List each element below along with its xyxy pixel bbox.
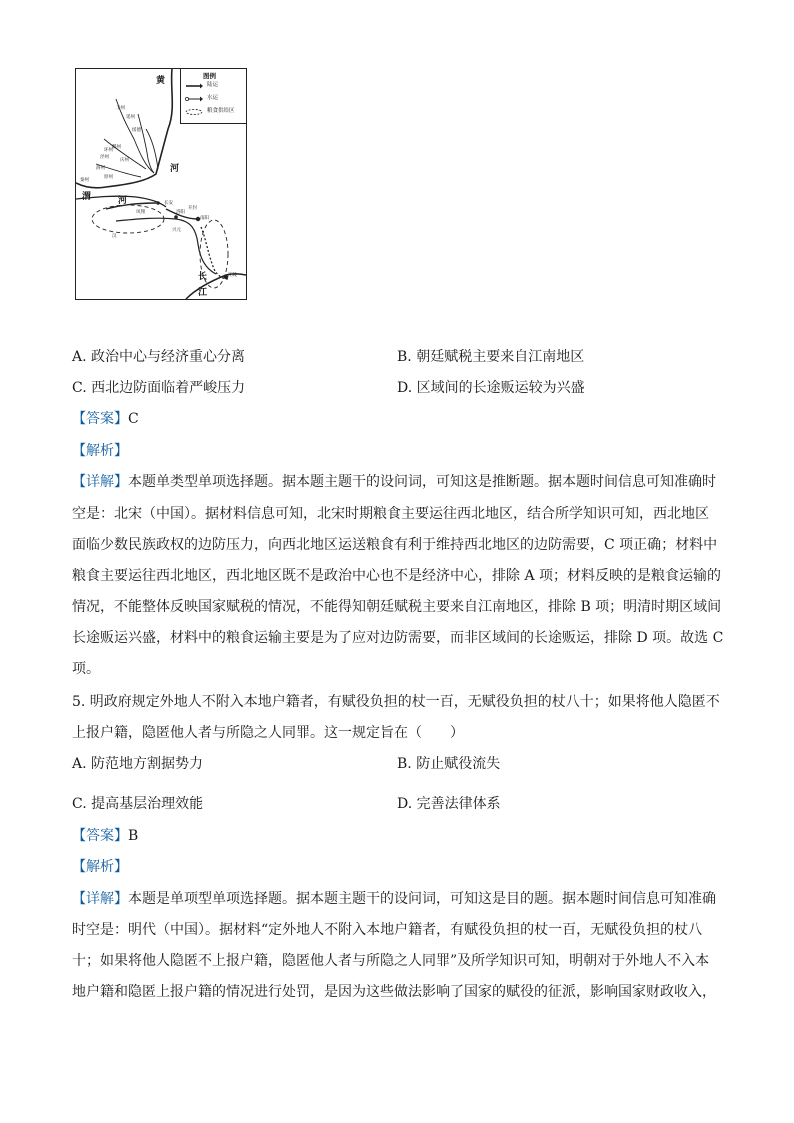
q4-option-c xyxy=(72,378,245,398)
option-letter: A. xyxy=(72,349,87,365)
place-label: 环州 xyxy=(104,148,113,153)
q5-option-a xyxy=(72,754,203,774)
place-label: 原州 xyxy=(104,175,113,180)
detail-tag: 【详解】 xyxy=(72,891,128,907)
answer-value: C xyxy=(128,411,139,427)
q5-analysis-label: 【解析】 xyxy=(72,859,128,875)
q5-answer xyxy=(72,826,138,846)
q4-option-a xyxy=(72,347,245,367)
option-text: 朝廷赋税主要来自江南地区 xyxy=(416,349,585,365)
option-text: 防止赋役流失 xyxy=(416,756,501,772)
place-label: 秦州 xyxy=(80,178,89,183)
place-label: 丰州 xyxy=(116,106,125,111)
q4-analysis-label: 【解析】 xyxy=(72,443,128,459)
q4-detail-line xyxy=(72,472,716,492)
river-label-he: 河 xyxy=(170,164,180,174)
q4-detail-line: 粮食主要运往西北地区，西北地区既不是政治中心也不是经济中心，排除 A 项；材料反映的是粮食运输的 xyxy=(72,568,722,584)
place-label: 渭州 xyxy=(96,166,105,171)
q4-detail-line: 空是：北宋（中国）。据材料信息可知，北宋时期粮食主要运往西北地区，结合所学知识可知，西北地区 xyxy=(72,506,709,522)
place-label: 凤翔 xyxy=(136,210,145,215)
land-transport-icon xyxy=(185,83,203,89)
q4-detail-line: 长途贩运兴盛，材料中的粮食运输主要是为了应对边防需要，而非区域间的长途贩运，排除 D 项。故选 C xyxy=(72,630,724,646)
option-text: 政治中心与经济重心分离 xyxy=(91,349,246,365)
option-letter: C. xyxy=(72,380,87,396)
option-text: 西北边防面临着严峻压力 xyxy=(91,380,246,396)
yangtze-river xyxy=(186,274,246,299)
place-label: 鄜州 xyxy=(112,145,121,150)
answer-tag: 【答案】 xyxy=(72,828,128,844)
q5-option-b xyxy=(397,754,500,774)
river-label-huang: 黄 xyxy=(156,76,166,86)
option-text: 提高基层治理效能 xyxy=(91,796,204,812)
legend-title: 图例 xyxy=(203,72,216,80)
river-label-wei-he: 河 xyxy=(118,196,128,206)
q4-detail-line: 面临少数民族政权的边防压力，向西北地区运送粮食有利于维持西北地区的边防需要，C 项正确；材料中 xyxy=(72,537,718,553)
q4-option-d xyxy=(397,378,585,398)
water-transport-icon xyxy=(185,96,203,102)
place-label: 长安 xyxy=(164,201,173,206)
option-letter: C. xyxy=(72,796,87,812)
q5-stem-line: 5. 明政府规定外地人不附入本地户籍者，有赋役负担的杖一百，无赋役负担的杖八十；如果将他人隐匿不 xyxy=(72,694,720,710)
q5-detail-line: 地户籍和隐匿上报户籍的情况进行处罚，是因为这些做法影响了国家的赋役的征派，影响国家财政收入， xyxy=(72,984,716,1000)
answer-tag: 【答案】 xyxy=(72,411,128,427)
q4-answer xyxy=(72,409,139,429)
option-text: 区域间的长途贩运较为兴盛 xyxy=(416,380,585,396)
detail-text: 本题单类型单项选择题。据本题主题干的设问词，可知这是推断题。据本题时间信息可知准确时 xyxy=(128,474,716,490)
place-label: 江陵 xyxy=(228,273,237,278)
place-label: 庆州 xyxy=(120,158,129,163)
tributary-5 xyxy=(146,129,158,169)
city-dot-4 xyxy=(174,215,178,219)
river-label-jiang: 江 xyxy=(198,288,208,298)
place-label: 南阳 xyxy=(200,216,209,221)
river-label-chang: 长 xyxy=(198,272,208,282)
place-label: 兴元 xyxy=(172,228,181,233)
legend-water-label: 水运 xyxy=(207,95,219,101)
q5-detail-line: 十；如果将他人隐匿不上报户籍，隐匿他人者与所隐之人同罪”及所学知识可知，明朝对于外地人不入本 xyxy=(72,953,710,969)
option-letter: B. xyxy=(397,756,412,772)
q5-detail-line: 时空是：明代（中国）。据材料“定外地人不附入本地户籍者，有赋役负担的杖一百，无赋役负担的杖八 xyxy=(72,922,703,938)
option-text: 完善法律体系 xyxy=(416,796,501,812)
place-label: 绥德 xyxy=(132,128,141,133)
option-letter: B. xyxy=(397,349,412,365)
place-label: 汉 xyxy=(112,234,117,239)
map-legend xyxy=(180,69,247,124)
q4-detail-line: 情况，不能整体反映国家赋税的情况，不能得知朝廷赋税主要来自江南地区，排除 B 项；明清时期区域间 xyxy=(72,599,722,615)
q5-stem-line: 上报户籍，隐匿他人者与所隐之人同罪。这一规定旨在（ ） xyxy=(72,725,464,741)
place-label: 洛阳 xyxy=(176,210,185,215)
city-dot-3 xyxy=(156,201,160,205)
option-letter: D. xyxy=(397,796,413,812)
place-label: 开封 xyxy=(188,206,197,211)
q4-option-b xyxy=(397,347,584,367)
detail-text: 本题是单项型单项选择题。据本题主题干的设问词，可知这是目的题。据本题时间信息可知准确 xyxy=(128,891,716,907)
q5-option-c xyxy=(72,794,203,814)
option-letter: D. xyxy=(397,380,413,396)
place-label: 泾州 xyxy=(100,155,109,160)
grain-transport-map xyxy=(75,68,247,300)
legend-land-label: 陆运 xyxy=(207,82,219,88)
option-text: 防范地方割据势力 xyxy=(91,756,204,772)
option-letter: A. xyxy=(72,756,87,772)
yellow-river xyxy=(76,69,172,188)
place-label: 延州 xyxy=(126,115,135,120)
q4-detail-line: 项。 xyxy=(72,661,100,677)
tributary-3 xyxy=(104,139,146,169)
detail-tag: 【详解】 xyxy=(72,474,128,490)
grain-supply-zone-icon xyxy=(185,109,203,115)
q5-option-d xyxy=(397,794,501,814)
legend-zone-label: 粮食供给区 xyxy=(207,108,235,114)
answer-value: B xyxy=(128,828,139,844)
q5-detail-line xyxy=(72,889,716,909)
river-label-wei: 渭 xyxy=(82,192,92,202)
